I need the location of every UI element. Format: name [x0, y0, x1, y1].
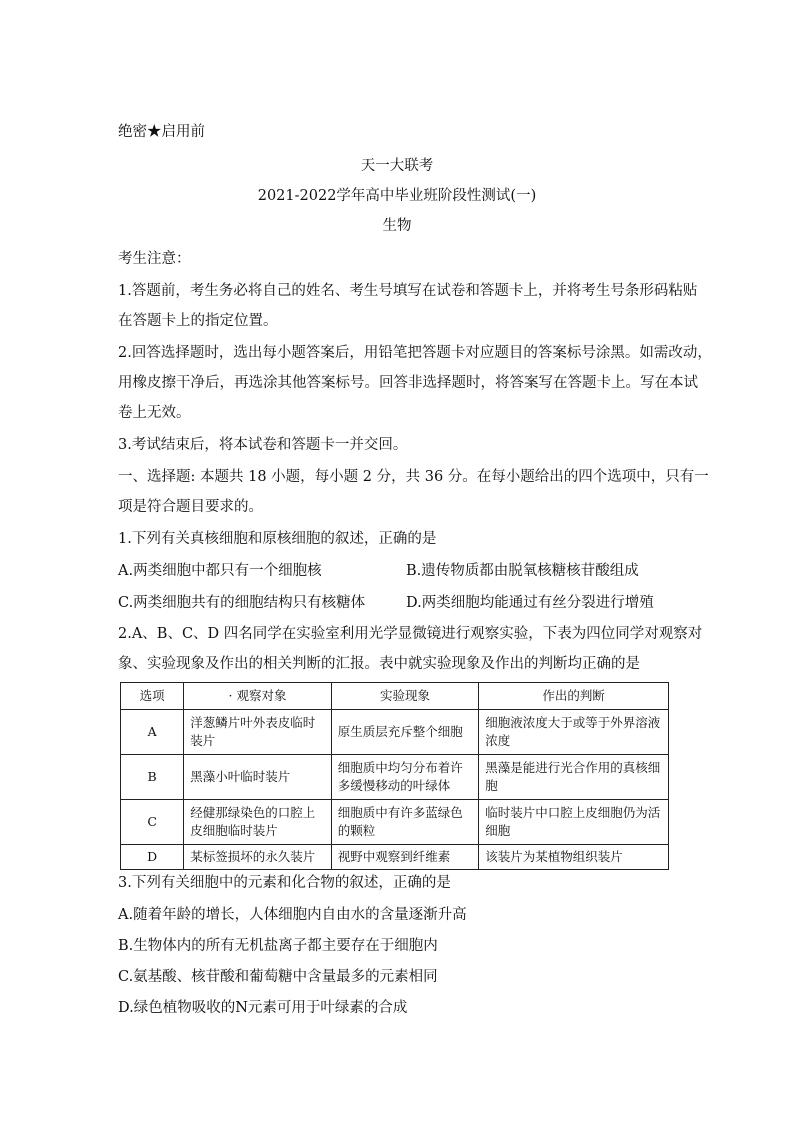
question-1-option-c: C.两类细胞共有的细胞结构只有核糖体: [118, 595, 366, 611]
table-cell: 洋葱鳞片叶外表皮临时装片: [184, 710, 332, 755]
table-cell: 细胞质中有许多蓝绿色的颗粒: [331, 800, 479, 845]
question-3-stem: 3.下列有关细胞中的元素和化合物的叙述，正确的是: [118, 875, 451, 891]
question-1-option-b: B.遗传物质都由脱氧核糖核苷酸组成: [406, 563, 639, 579]
question-1-stem: 1.下列有关真核细胞和原核细胞的叙述，正确的是: [118, 531, 437, 547]
table-cell: 原生质层充斥整个细胞: [331, 710, 479, 755]
table-row: [121, 755, 669, 800]
table-cell: 黑藻是能进行光合作用的真核细胞: [479, 755, 669, 800]
table-cell: 临时装片中口腔上皮细胞仍为活细胞: [479, 800, 669, 845]
question-2-stem-line-1: 2.A、B、C、D 四名同学在实验室利用光学显微镜进行观察实验，下表为四位同学对观察对: [118, 626, 703, 642]
exam-title: 2021-2022学年高中毕业班阶段性测试(一): [257, 188, 537, 204]
notice-item-2-line-2: 用橡皮擦干净后，再选涂其他答案标号。回答非选择题时，将答案写在答题卡上。写在本试: [118, 375, 698, 391]
secret-mark: 绝密★启用前: [118, 124, 205, 140]
question-1-option-a: A.两类细胞中都只有一个细胞核: [118, 563, 322, 579]
notice-item-2-line-3: 卷上无效。: [118, 405, 191, 421]
table-header-cell: 选项: [121, 683, 184, 710]
table-cell: 某标签损坏的永久装片: [184, 845, 332, 870]
notice-item-2-line-1: 2.回答选择题时，选出每小题答案后，用铅笔把答题卡对应题目的答案标号涂黑。如需改动，: [118, 345, 712, 361]
section-1-instructions-line-2: 项是符合题目要求的。: [118, 499, 263, 515]
question-3-option-c: C.氨基酸、核苷酸和葡萄糖中含量最多的元素相同: [118, 969, 438, 985]
table-cell: D: [121, 845, 184, 870]
table-row: [121, 845, 669, 870]
question-1-option-d: D.两类细胞均能通过有丝分裂进行增殖: [406, 595, 654, 611]
table-cell: 该装片为某植物组织装片: [479, 845, 669, 870]
question-3-option-b: B.生物体内的所有无机盐离子都主要存在于细胞内: [118, 938, 438, 954]
notice-heading: 考生注意：: [118, 251, 191, 267]
notice-item-1-line-2: 在答题卡上的指定位置。: [118, 313, 278, 329]
notice-item-3: 3.考试结束后，将本试卷和答题卡一并交回。: [118, 437, 408, 453]
notice-item-1-line-1: 1.答题前，考生务必将自己的姓名、考生号填写在试卷和答题卡上，并将考生号条形码粘贴: [118, 283, 698, 299]
table-cell: 细胞液浓度大于或等于外界溶液浓度: [479, 710, 669, 755]
table-header-row: [121, 683, 669, 710]
exam-subject: 生物: [382, 218, 412, 234]
table-header-cell: 实验现象: [331, 683, 479, 710]
observation-table: [120, 682, 669, 870]
table-cell: 细胞质中均匀分布着许多缓慢移动的叶绿体: [331, 755, 479, 800]
table-cell: A: [121, 710, 184, 755]
question-3-option-d: D.绿色植物吸收的N元素可用于叶绿素的合成: [118, 1000, 408, 1016]
table-cell: B: [121, 755, 184, 800]
question-3-option-a: A.随着年龄的增长，人体细胞内自由水的含量逐渐升高: [118, 907, 467, 923]
table-cell: C: [121, 800, 184, 845]
table-header-cell: · 观察对象: [184, 683, 332, 710]
table-row: [121, 800, 669, 845]
table-cell: 黑藻小叶临时装片: [184, 755, 332, 800]
question-2-stem-line-2: 象、实验现象及作出的相关判断的汇报。表中就实验现象及作出的判断均正确的是: [118, 656, 640, 672]
table-cell: 视野中观察到纤维素: [331, 845, 479, 870]
section-1-instructions-line-1: 一、选择题: 本题共 18 小题，每小题 2 分，共 36 分。在每小题给出的四个选项中，只有一: [118, 469, 709, 485]
exam-org: 天一大联考: [360, 158, 434, 174]
table-header-cell: 作出的判断: [479, 683, 669, 710]
table-cell: 经健那绿染色的口腔上皮细胞临时装片: [184, 800, 332, 845]
table-row: [121, 710, 669, 755]
